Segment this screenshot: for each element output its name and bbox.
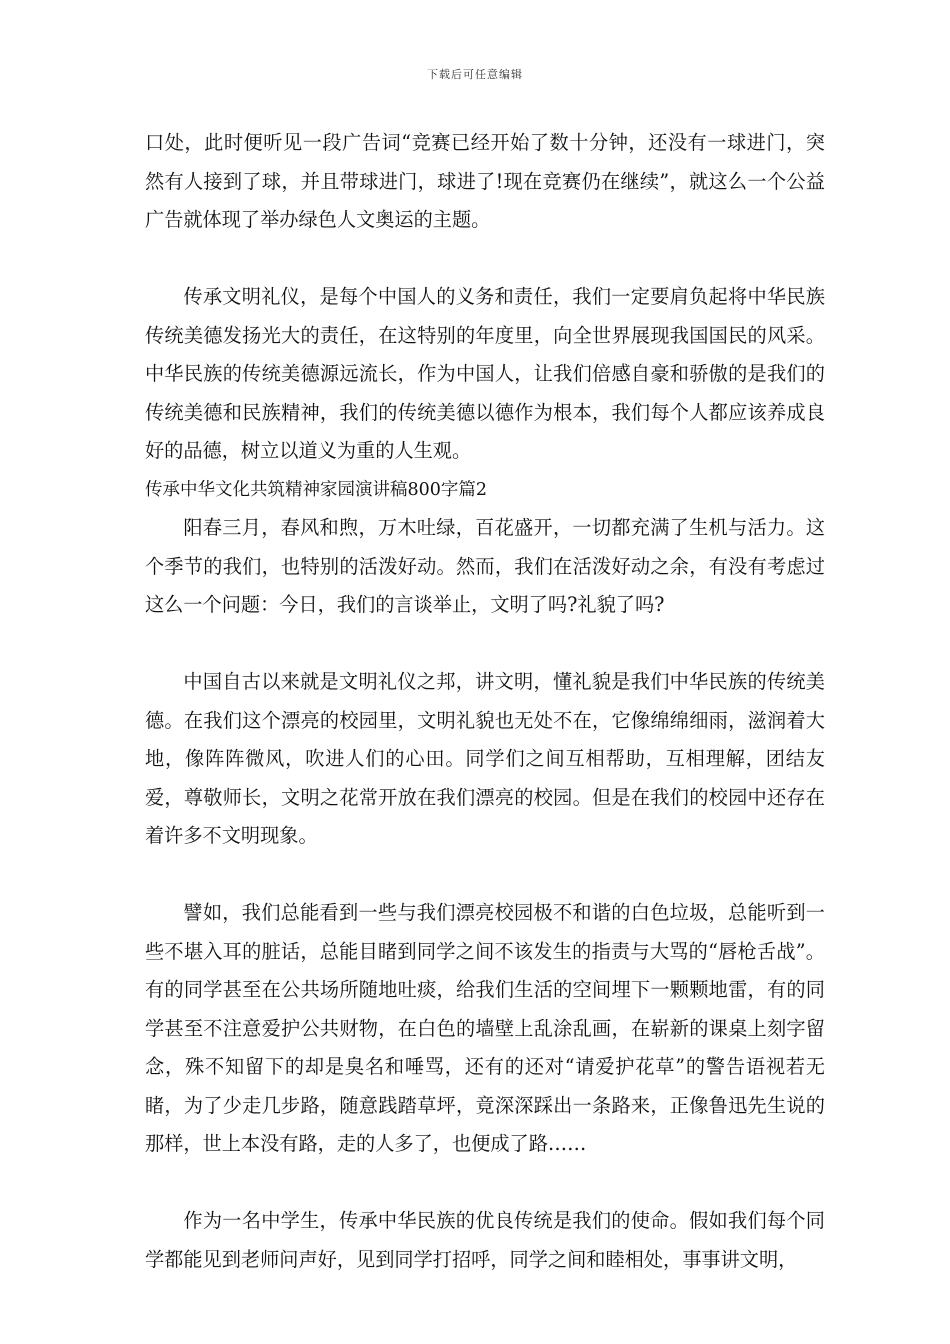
paragraph-gap <box>145 1164 825 1203</box>
paragraph-5: 譬如，我们总能看到一些与我们漂亮校园极不和谐的白色垃圾，总能听到一些不堪入耳的脏话，总能目睹到同学之间不该发生的指责与大骂的“唇枪舌战”。有的同学甚至在公共场所随地吐痰，给我们生活的空间埋下一颗颗地雷，有的同学甚至不注意爱护公共财物，在白色的墙壁上乱涂乱画，在崭新的课桌上刻字留念，殊不知留下的却是臭名和唾骂，还有的还对“请爱护花草”的警告语视若无睹，为了少走几步路，随意践踏草坪，竟深深踩出一条路来，正像鲁迅先生说的那样，世上本没有路，走的人多了，也便成了路…… <box>145 901 825 1155</box>
paragraph-1: 口处，此时便听见一段广告词“竞赛已经开始了数十分钟，还没有一球进门，突然有人接到了球，并且带球进门，球进了!现在竞赛仍在继续”，就这么一个公益广告就体现了举办绿色人文奥运的主题。 <box>145 131 825 231</box>
paragraph-3: 阳春三月，春风和煦，万木吐绿，百花盛开，一切都充满了生机与活力。这个季节的我们，也特别的活泼好动。然而，我们在活泼好动之余，有没有考虑过这么一个问题：今日，我们的言谈举止，文明了吗?礼貌了吗? <box>145 516 825 616</box>
paragraph-gap <box>145 240 825 279</box>
paragraph-gap <box>145 625 825 664</box>
paragraph-gap <box>145 856 825 895</box>
header-note: 下载后可任意编辑 <box>427 68 523 81</box>
section-heading: 传承中华文化共筑精神家园演讲稿800字篇2 <box>145 479 488 500</box>
paragraph-4: 中国自古以来就是文明礼仪之邦，讲文明，懂礼貌是我们中华民族的传统美德。在我们这个漂亮的校园里，文明礼貌也无处不在，它像绵绵细雨，滋润着大地，像阵阵微风，吹进人们的心田。同学们之间互相帮助，互相理解，团结友爱，尊敬师长，文明之花常开放在我们漂亮的校园。但是在我们的校园中还存在着许多不文明现象。 <box>145 670 825 847</box>
paragraph-2: 传承文明礼仪，是每个中国人的义务和责任，我们一定要肩负起将中华民族传统美德发扬光大的责任，在这特别的年度里，向全世界展现我国国民的风采。中华民族的传统美德源远流长，作为中国人，让我们倍感自豪和骄傲的是我们的传统美德和民族精神，我们的传统美德以德作为根本，我们每个人都应该养成良好的品德，树立以道义为重的人生观。 <box>145 285 825 462</box>
document-body <box>145 124 825 1279</box>
paragraph-6: 作为一名中学生，传承中华民族的优良传统是我们的使命。假如我们每个同学都能见到老师问声好，见到同学打招呼，同学之间和睦相处，事事讲文明， <box>145 1209 825 1271</box>
